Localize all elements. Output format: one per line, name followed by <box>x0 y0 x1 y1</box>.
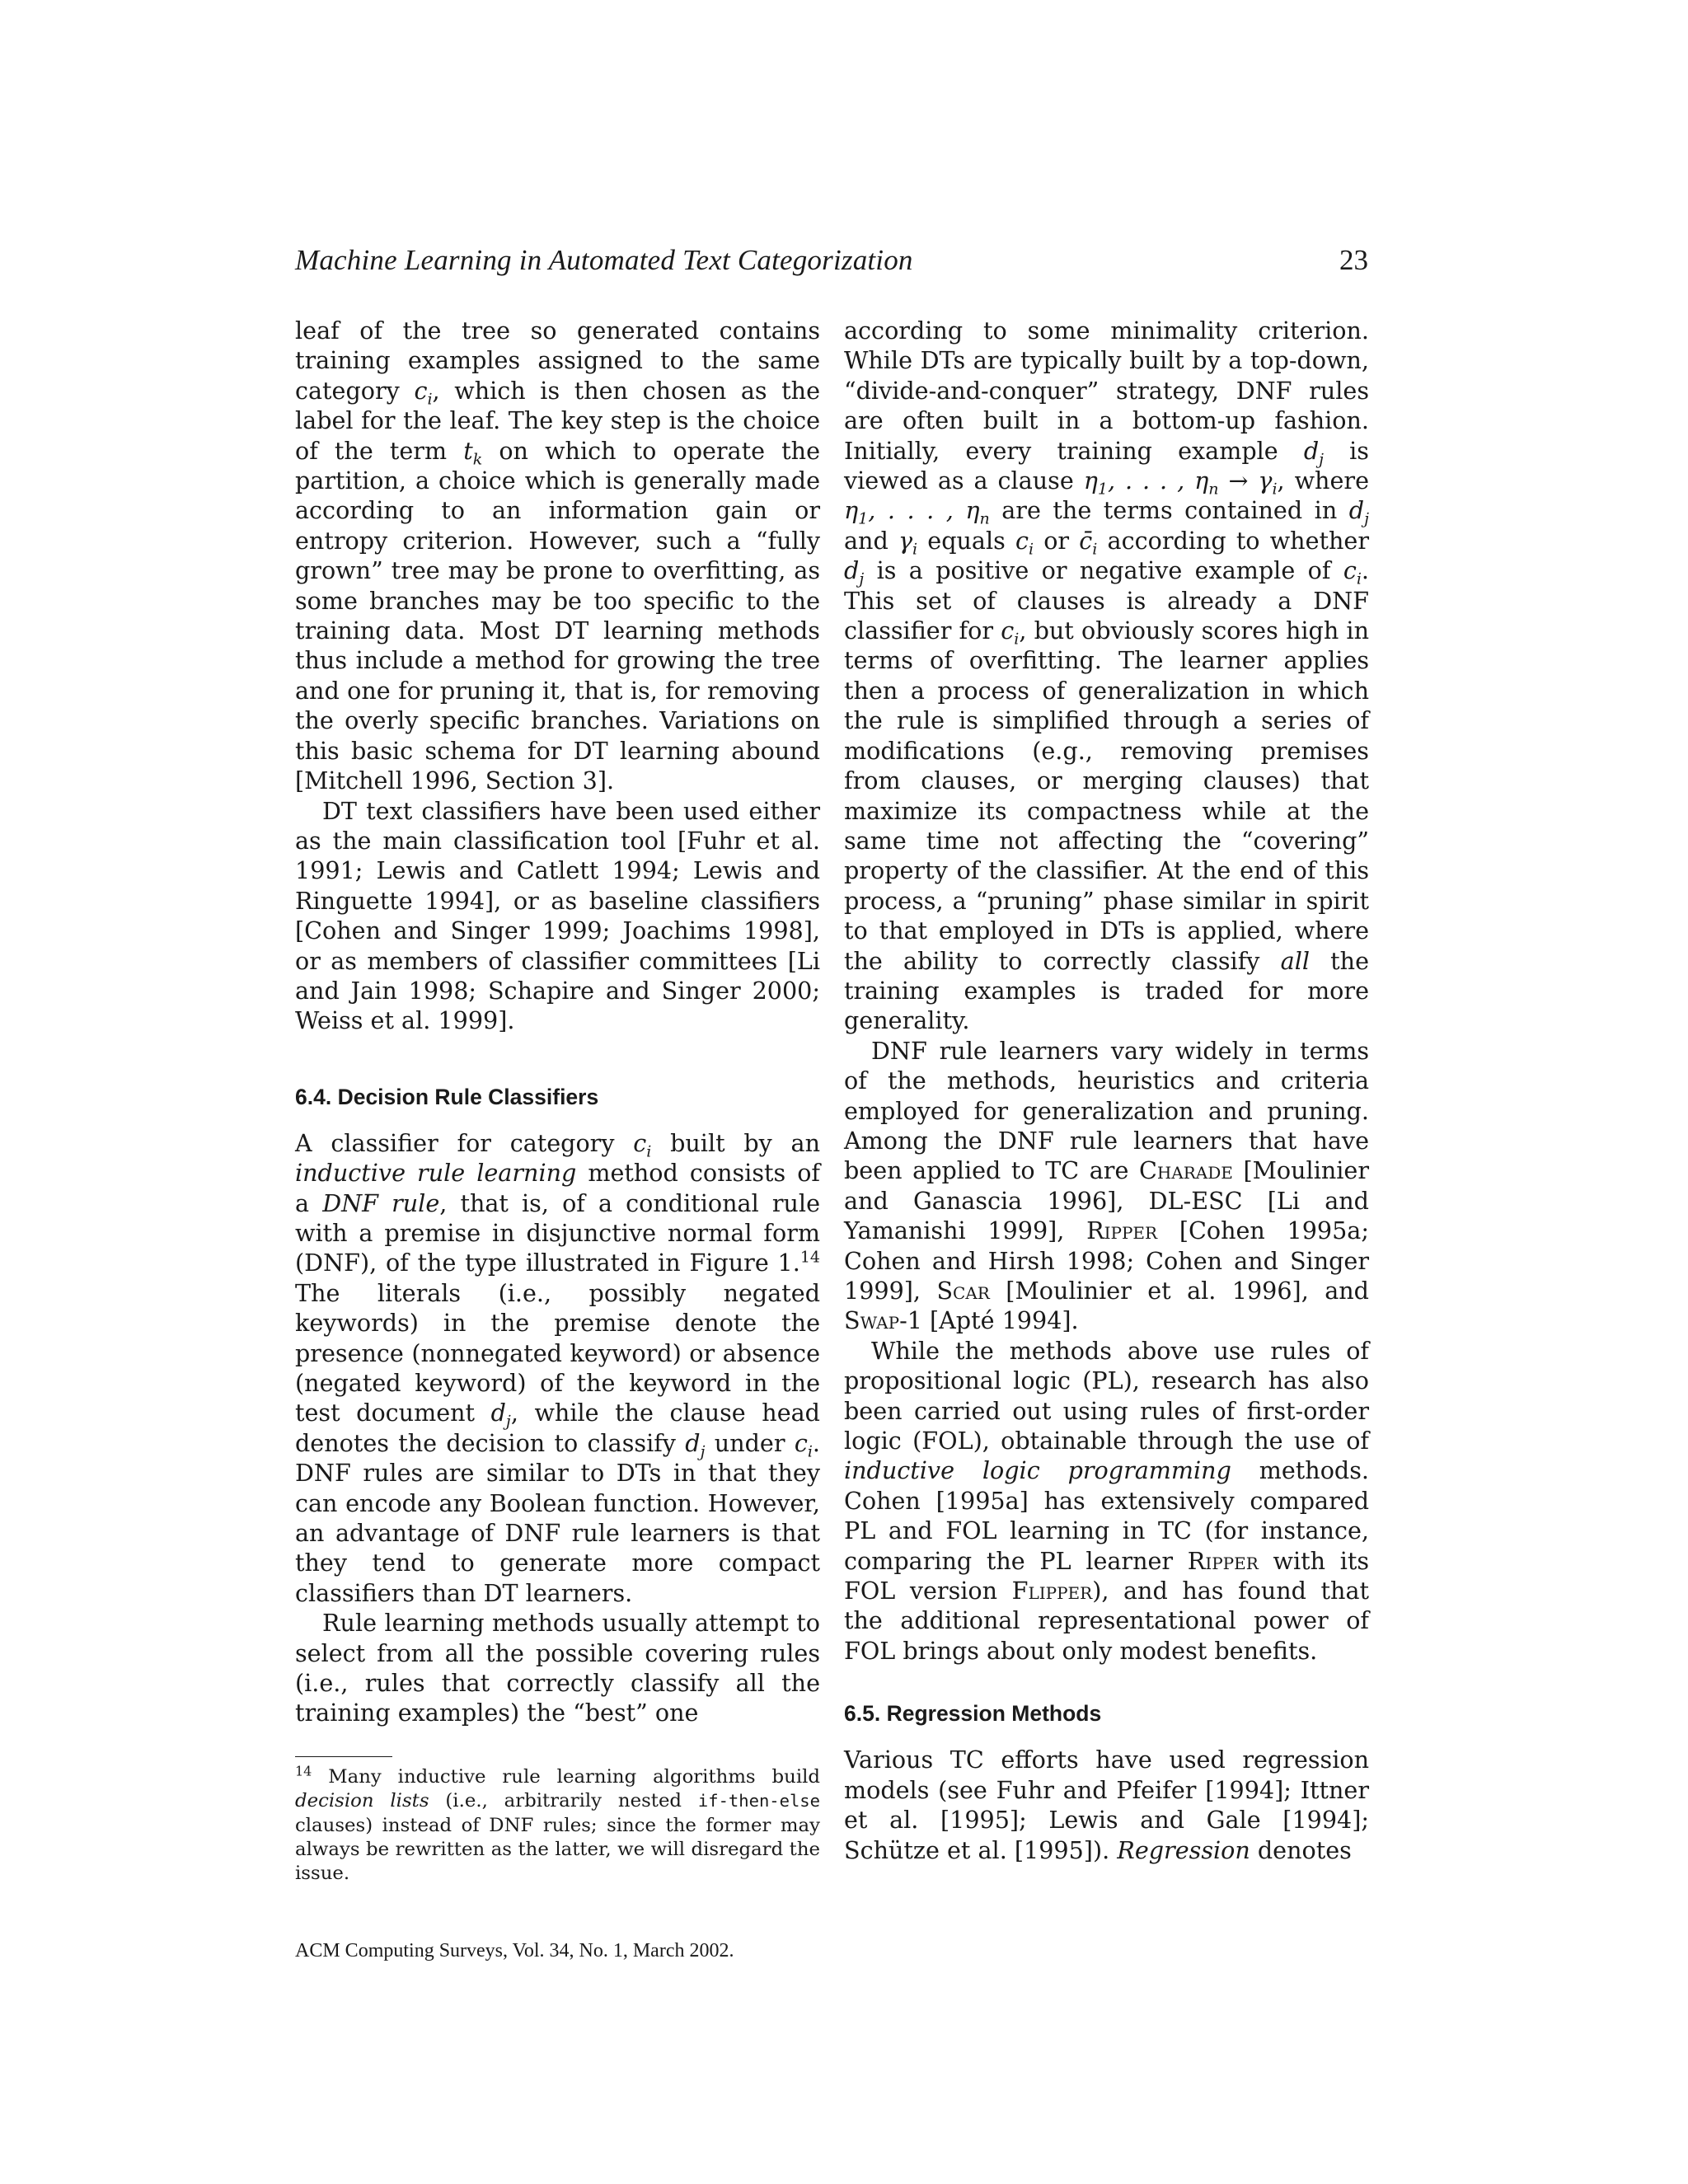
section-heading: 6.4. Decision Rule Classifiers <box>295 1084 599 1109</box>
paragraph: DT text classifiers have been used either as the main classification tool [Fuhr et al. 1991; Lewis and Catlett 1994; Lewis and Ringuette 1994], or as baseline classifiers [Cohen and Singer 1999; Joachims 1998], or as members of classifier committees [Li and Jain 1998; Schapire and Singer 2000; Weiss et al. 1999]. <box>295 796 820 1035</box>
section-heading: 6.5. Regression Methods <box>844 1701 1102 1727</box>
paragraph: A classifier for category $c_i$ built by an inductive rule learning method consists of a DNF rule, that is, of a conditional rule with a premise in disjunctive normal form (DNF), of the type illustrated in Figure 1.14 The literals (i.e., possibly negated keywords) in the premise denote the presence (nonnegated keyword) or absence (negated keyword) of the keyword in the test document $d_j$, while the clause head denotes the decision to classify $d_j$ under $c_i$. DNF rules are similar to DTs in that they can encode any Boolean function. However, an advantage of DNF rule learners is that they tend to generate more compact classifiers than DT learners. <box>295 1128 820 1607</box>
paragraph: DNF rule learners vary widely in terms of the methods, heuristics and criteria employed for generalization and pruning. Among the DNF rule learners that have been applied to TC are Charade [Moulinier and Ganascia 1996], DL-ESC [Li and Yamanishi 1999], Ripper [Cohen 1995a; Cohen and Hirsh 1998; Cohen and Singer 1999], Scar [Moulinier et al. 1996], and Swap-1 [Apté 1994]. <box>844 1036 1369 1335</box>
paragraph: Rule learning methods usually attempt to select from all the possible covering rules (i.e., rules that correctly classify all the training examples) the “best” one <box>295 1609 820 1727</box>
right-column <box>844 316 1369 1865</box>
page-number: 23 <box>1339 244 1368 276</box>
paragraph: Various TC efforts have used regression models (see Fuhr and Pfeifer [1994]; Ittner et al. [1995]; Lewis and Gale [1994]; Schütze et al. [1995]). Regression denotes <box>844 1746 1369 1864</box>
footnote: $^{14}$ Many inductive rule learning algorithms build decision lists (i.e., arbitrarily nested if-then-else clauses) instead of DNF rules; since the former may always be rewritten as the latter, we will disregard the issue. <box>295 1763 820 1885</box>
paragraph: While the methods above use rules of propositional logic (PL), research has also been carried out using rules of first-order logic (FOL), obtainable through the use of inductive logic programming methods. Cohen [1995a] has extensively compared PL and FOL learning in TC (for instance, comparing the PL learner Ripper with its FOL version Flipper), and has found that the additional representational power of FOL brings about only modest benefits. <box>844 1336 1370 1665</box>
running-head <box>295 244 1368 284</box>
footnote-rule <box>295 1756 392 1757</box>
left-column <box>295 316 820 1728</box>
running-title: Machine Learning in Automated Text Categorization <box>295 244 913 276</box>
paragraph: according to some minimality criterion. While DTs are typically built by a top-down, “divide-and-conquer” strategy, DNF rules are often built in a bottom-up fashion. Initially, every training example $d_j$ is viewed as a clause $\eta_1$, . . . , $\eta_n \to \gamma_i$, where $\eta_1$, . . . , $\eta_n$ are the terms contained in $d_j$ and $\gamma_i$ equals $c_i$ or $c̄_i$ according to whether $d_j$ is a positive or negative example of $c_i$. This set of clauses is already a DNF classifier for $c_i$, but obviously scores high in terms of overfitting. The learner applies then a process of generalization in which the rule is simplified through a series of modifications (e.g., removing premises from clauses, or merging clauses) that maximize its compactness while at the same time not affecting the “covering” property of the classifier. At the end of this process, a “pruning” phase similar in spirit to that employed in DTs is applied, where the ability to correctly classify all the training examples is traded for more generality. <box>844 316 1370 1035</box>
page-footer: ACM Computing Surveys, Vol. 34, No. 1, March 2002. <box>295 1940 734 1961</box>
paragraph: leaf of the tree so generated contains training examples assigned to the same category $c_i$, which is then chosen as the label for the leaf. The key step is the choice of the term $t_k$ on which to operate the partition, a choice which is generally made according to an information gain or entropy criterion. However, such a “fully grown” tree may be prone to overfitting, as some branches may be too specific to the training data. Most DT learning methods thus include a method for growing the tree and one for pruning it, that is, for removing the overly specific branches. Variations on this basic schema for DT learning abound [Mitchell 1996, Section 3]. <box>295 316 821 795</box>
